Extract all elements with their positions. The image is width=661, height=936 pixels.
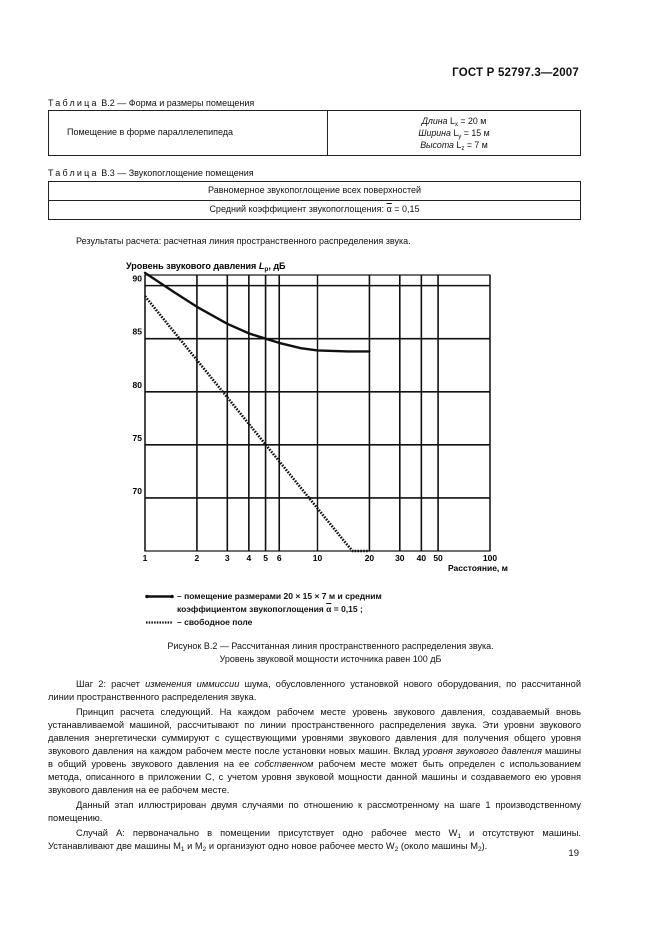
series-free-field-line	[145, 296, 369, 551]
mean-absorption-value: = 0,15	[394, 204, 420, 215]
p4-b: и отсутствуют машины. Устанавливают две машины M	[48, 828, 581, 851]
mean-absorption-label: Средний коэффициент звукопоглощения:	[209, 204, 385, 215]
legend-room-line1: – помещение размерами 20 × 15 × 7 м и средним	[177, 591, 382, 601]
legend-item-room	[145, 590, 382, 616]
table-row	[49, 182, 581, 201]
y-axis-label-unit: , дБ	[268, 261, 286, 271]
table-b3-caption	[48, 168, 254, 179]
x-tick-label: 100	[482, 553, 498, 563]
y-axis-label-sub: p	[264, 266, 269, 273]
height-sub: z	[461, 145, 465, 152]
width-sub: y	[458, 133, 462, 140]
x-tick-label: 4	[246, 553, 252, 563]
x-tick-label: 30	[395, 553, 405, 563]
height-label: Высота	[420, 140, 454, 150]
paragraph-step2	[48, 678, 581, 704]
p1-a: Шаг 2: расчет	[76, 679, 146, 689]
series-room-line	[145, 273, 369, 352]
y-axis-label-sym: L	[258, 261, 265, 271]
p4-c: и M	[184, 841, 203, 851]
p4-s1: 1	[457, 833, 462, 840]
y-axis-label-text: Уровень звукового давления	[126, 261, 257, 271]
p4-e: (около машины M	[398, 841, 478, 851]
length-sym: L	[449, 116, 455, 126]
x-tick-label: 2	[194, 553, 200, 563]
page-number: 19	[568, 848, 579, 859]
room-dimensions-cell	[328, 111, 581, 156]
y-tick-label: 75	[132, 432, 142, 443]
width-label: Ширина	[418, 128, 451, 138]
height-sym: L	[456, 140, 462, 150]
table-b2	[48, 110, 581, 156]
length-line	[336, 115, 572, 127]
p2-em1: уровня звукового давления	[422, 746, 542, 756]
x-tick-label: 50	[433, 553, 443, 563]
p2-b: машины в общий уровень звукового давления на ее	[48, 746, 581, 769]
chart-legend	[145, 590, 382, 629]
x-tick-label: 3	[224, 553, 230, 563]
table-word: Таблица	[48, 168, 99, 178]
table-b2-caption-text: B.2 — Форма и размеры помещения	[101, 98, 255, 108]
paragraph-illustration: Данный этап иллюстрирован двумя случаями по отношению к рассмотренному на шаге 1 производственному помещению.	[48, 800, 581, 823]
p4-s3: 2	[202, 846, 207, 853]
legend-item-free-field	[145, 616, 382, 629]
paragraph-case-a	[48, 827, 581, 853]
sound-propagation-chart	[110, 255, 530, 575]
x-tick-label: 40	[416, 553, 427, 563]
paragraph-principle	[48, 706, 581, 797]
room-shape-cell: Помещение в форме параллелепипеда	[49, 111, 328, 156]
y-axis-label	[126, 261, 286, 273]
width-sym: L	[453, 128, 459, 138]
length-sub: x	[454, 121, 458, 128]
table-b3	[48, 181, 581, 220]
legend-room-text	[177, 590, 382, 616]
p4-s5: 2	[477, 846, 482, 853]
figure-caption-line1: Рисунок В.2 — Рассчитанная линия пространственного распределения звука.	[167, 641, 494, 651]
p1-em: изменения иммиссии	[145, 679, 240, 689]
height-line	[336, 139, 572, 151]
y-tick-label: 80	[132, 379, 142, 390]
y-tick-label: 70	[132, 485, 142, 496]
p4-s4: 2	[394, 846, 399, 853]
p4-a: Случай А: первоначально в помещении присутствует одно рабочее место W	[76, 828, 458, 838]
x-tick-label: 5	[263, 553, 268, 563]
legend-free-field-text: – свободное поле	[177, 617, 253, 627]
width-value: = 15 м	[463, 128, 490, 138]
length-value: = 20 м	[460, 116, 487, 126]
results-text: Результаты расчета: расчетная линия пространственного распределения звука.	[76, 236, 411, 246]
p4-s2: 1	[180, 846, 185, 853]
legend-alpha-value: = 0,15 ;	[333, 604, 363, 614]
legend-dotted-swatch	[145, 616, 177, 629]
height-value: = 7 м	[466, 140, 488, 150]
x-tick-label: 20	[364, 553, 375, 563]
figure-caption-line2: Уровень звуковой мощности источника равен 100 дБ	[219, 654, 442, 664]
chart-svg	[110, 255, 530, 575]
x-tick-label: 1	[142, 553, 148, 563]
alpha-symbol: $\overline{\alpha}$	[386, 204, 392, 215]
table-b2-caption	[48, 98, 254, 109]
mean-absorption-cell	[49, 201, 581, 220]
p2-em2: собственном	[254, 759, 314, 769]
table-row	[49, 201, 581, 220]
p4-f: ).	[481, 841, 488, 851]
p2-c: рабочем месте может быть определен с использованием метода, описанного в приложении С, с учетом уровня звуковой мощности данной машины и создаваемого ею уровня звукового давления на ее рабочем месте.	[48, 759, 581, 795]
width-line	[336, 127, 572, 139]
x-axis-label: Расстояние, м	[448, 563, 508, 573]
standard-header: ГОСТ Р 52797.3—2007	[452, 67, 579, 79]
legend-room-line2-text: коэффициентом звукопоглощения	[177, 604, 324, 614]
table-b3-caption-text: B.3 — Звукопоглощение помещения	[101, 168, 254, 178]
legend-solid-swatch	[145, 590, 177, 603]
x-tick-label: 10	[312, 553, 323, 563]
body-text	[48, 678, 581, 855]
table-row	[49, 111, 581, 156]
figure-caption	[0, 640, 661, 666]
legend-alpha: $\overline{\alpha}$	[326, 604, 332, 614]
p4-d: и организуют одно новое рабочее место W	[206, 841, 395, 851]
length-label: Длина	[421, 116, 448, 126]
legend-room-line2	[177, 603, 382, 616]
table-word: Таблица	[48, 98, 99, 108]
p1-b: шума, обусловленного установкой нового оборудования, по рассчитанной линии пространственного распределения звука.	[48, 679, 582, 702]
p2-a: Принцип расчета следующий. На каждом рабочем месте уровень звукового давления, создаваемый вновь устанавливаемой машиной, рассчитывают по линии пространственного распределения звука. Эти уровни звукового давления энергетически суммируют с существующими уровнями звукового давления для получения общего уровня звукового давления на каждом рабочем месте после установки новых машин. Вклад	[48, 707, 581, 756]
uniform-absorption-cell: Равномерное звукопоглощение всех поверхностей	[49, 182, 581, 201]
y-tick-label: 85	[132, 326, 142, 337]
y-tick-label: 90	[132, 273, 142, 284]
x-tick-label: 6	[276, 553, 282, 563]
